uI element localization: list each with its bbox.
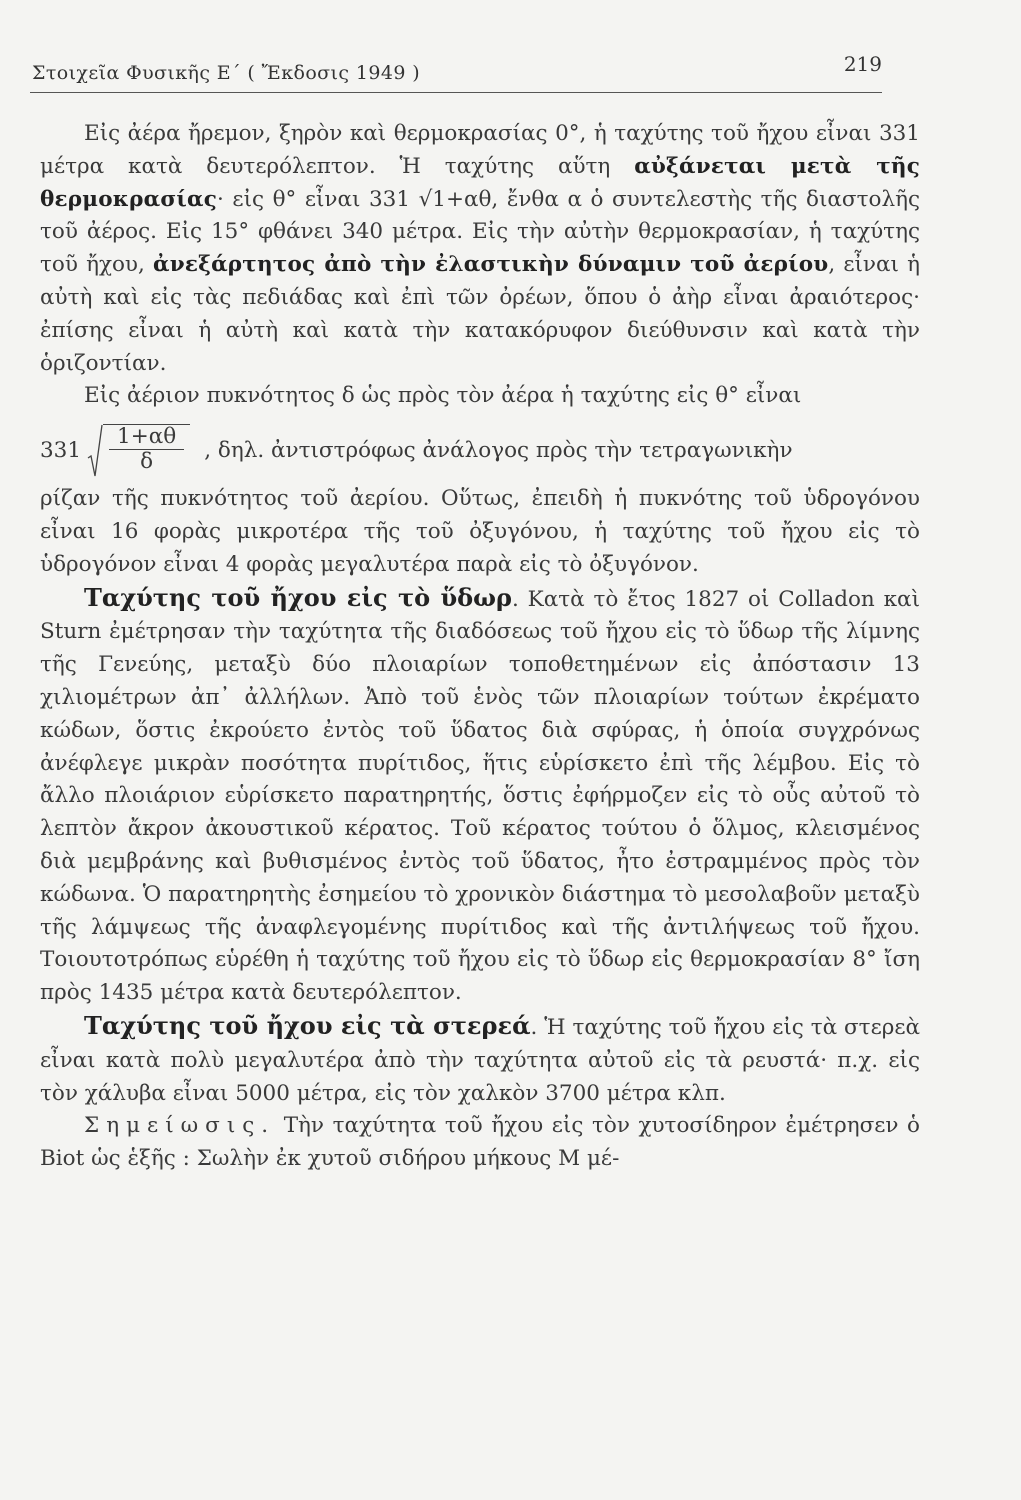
text-run: . Κατὰ τὸ ἔτος 1827 οἱ Colladon καὶ Sturn ἐμέτρησαν τὴν ταχύτητα τῆς διαδόσεως τοῦ ἤχου εἰς τὸ ὕδωρ τῆς λίμνης τῆς Γενεύης, μεταξὺ δύο πλοιαρίων τοποθετημένων εἰς ἀπόστασιν 13 χιλιομέτρων ἀπ᾽ ἀλλήλων. Ἀπὸ τοῦ ἑνὸς τῶν πλοιαρίων τούτων ἐκρέματο κώδων, ὅστις ἐκρούετο ἐντὸς τοῦ ὕδατος διὰ σφύρας, ἡ ὁποία συγχρόνως ἀνέφλεγε μικρὰν ποσότητα πυρίτιδος, ἥτις εὑρίσκετο ἐπὶ τῆς λέμβου. Εἰς τὸ ἄλλο πλοιάριον εὑρίσκετο παρατηρητής, ὅστις ἐφήρμοζεν εἰς τὸ οὖς αὐτοῦ τὸ λεπτὸν ἄκρον ἀκουστικοῦ κέρατος. Τοῦ κέρατος τούτου ὁ ὅλμος, κλεισμένος διὰ μεμβράνης καὶ βυθισμένος ἐντὸς τοῦ ὕδατος, ἦτο ἐστραμμένος πρὸς τὸν κώδωνα. Ὁ παρατηρητὴς ἐσημείου τὸ χρονικὸν διάστημα τὸ μεσολαβοῦν μεταξὺ τῆς λάμψεως τῆς ἀναφλεγομένης πυρίτιδος καὶ τῆς ἀντιλήψεως τοῦ ἤχου. Τοιουτοτρόπως εὑρέθη ἡ ταχύτης τοῦ ἤχου εἰς τὸ ὕδωρ εἰς θερμοκρασίαν 8° ἴση πρὸς 1435 μέτρα κατὰ δευτερόλεπτον. — [40, 586, 921, 1006]
text-run: ρίζαν τῆς πυκνότητος τοῦ ἀερίου. Οὕτως, ἐπειδὴ ἡ πυκνότης τοῦ ὑδρογόνου εἶναι 16 φορὰς μικροτέρα τῆς τοῦ ὀξυγόνου, ἡ ταχύτης τοῦ ἤχου εἰς τὸ ὑδρογόνον εἶναι 4 φορὰς μεγαλυτέρα παρὰ εἰς τὸ ὀξυγόνον. — [40, 486, 920, 577]
section-heading-solids: Ταχύτης τοῦ ἤχου εἰς τὰ στερεά — [84, 1010, 531, 1040]
fraction-numerator: 1+αθ — [109, 425, 184, 450]
text-run: · εἰς θ° εἶναι 331 √1+αθ, ἔνθα α ὁ συντελεστὴς τῆς διαστολῆς τοῦ ἀέρος. Εἰς 15° φθάνει 340 μέτρα. Εἰς τὴν αὐτὴν θερμοκρασίαν, ἡ ταχύτης τοῦ ἤχου, — [40, 186, 920, 278]
text-run: Εἰς ἀέρα ἤρεμον, ξηρὸν καὶ θερμοκρασίας 0°, ἡ ταχύτης τοῦ ἤχου εἶναι 331 μέτρα κατὰ δευτερόλεπτον. Ἡ ταχύτης αὕτη — [40, 121, 920, 179]
fraction-denominator: δ — [140, 449, 154, 475]
formula-coefficient: 331 — [40, 437, 82, 463]
radical-icon — [87, 424, 103, 478]
paragraph-air-speed — [40, 118, 920, 380]
text-run: Τὴν ταχύτητα τοῦ ἤχου εἰς τὸν χυτοσίδηρον ἐμέτρησεν ὁ Biot ὡς ἑξῆς : Σωλὴν ἐκ χυτοῦ σιδήρου μήκους Μ μέ- — [40, 1113, 920, 1172]
text-run: , εἶναι ἡ αὐτὴ καὶ εἰς τὰς πεδιάδας καὶ ἐπὶ τῶν ὀρέων, ὅπου ὁ ἀὴρ εἶναι ἀραιότερος· ἐπίσης εἶναι ἡ αὐτὴ καὶ κατὰ τὴν κατακόρυφον διεύθυνσιν καὶ κατὰ τὴν ὁριζοντίαν. — [40, 252, 920, 376]
text-run: . Ἡ ταχύτης τοῦ ἤχου εἰς τὰ στερεὰ εἶναι κατὰ πολὺ μεγαλυτέρα ἀπὸ τὴν ταχύτητα αὐτοῦ εἰς τὰ ρευστά· π.χ. εἰς τὸν χάλυβα εἶναι 5000 μέτρα, εἰς τὸν χαλκὸν 3700 μέτρα κλπ. — [40, 1014, 921, 1106]
paragraph-gas-density — [40, 380, 920, 413]
running-header — [30, 52, 882, 93]
bold-phrase-independent: ἀνεξάρτητος ἀπὸ τὴν ἐλαστικὴν δύναμιν τοῦ ἀερίου — [153, 252, 829, 278]
paragraph-water — [40, 582, 920, 1010]
page-body — [40, 118, 920, 1176]
paragraph-note — [40, 1110, 920, 1176]
page-number: 219 — [843, 52, 882, 76]
bold-phrase-temperature: αὐξάνεται μετὰ τῆς θερμοκρασίας — [40, 153, 920, 212]
paragraph-solids — [40, 1010, 920, 1110]
formula-tail-text: , δηλ. ἀντιστρόφως ἀνάλογος πρὸς τὴν τετραγωνικὴν — [204, 437, 793, 463]
note-label: Σημείωσις. — [84, 1113, 276, 1139]
section-heading-water: Ταχύτης τοῦ ἤχου εἰς τὸ ὕδωρ — [84, 582, 512, 612]
header-title: Στοιχεῖα Φυσικῆς Ε΄ ( Ἔκδοσις 1949 ) — [32, 62, 421, 84]
paragraph-gas-density-cont — [40, 483, 920, 581]
square-root-sign — [87, 424, 190, 478]
text-run: Εἰς ἀέριον πυκνότητος δ ὡς πρὸς τὸν ἀέρα ἡ ταχύτης εἰς θ° εἶναι — [84, 383, 802, 409]
speed-formula — [40, 423, 920, 479]
formula-fraction — [103, 424, 190, 478]
